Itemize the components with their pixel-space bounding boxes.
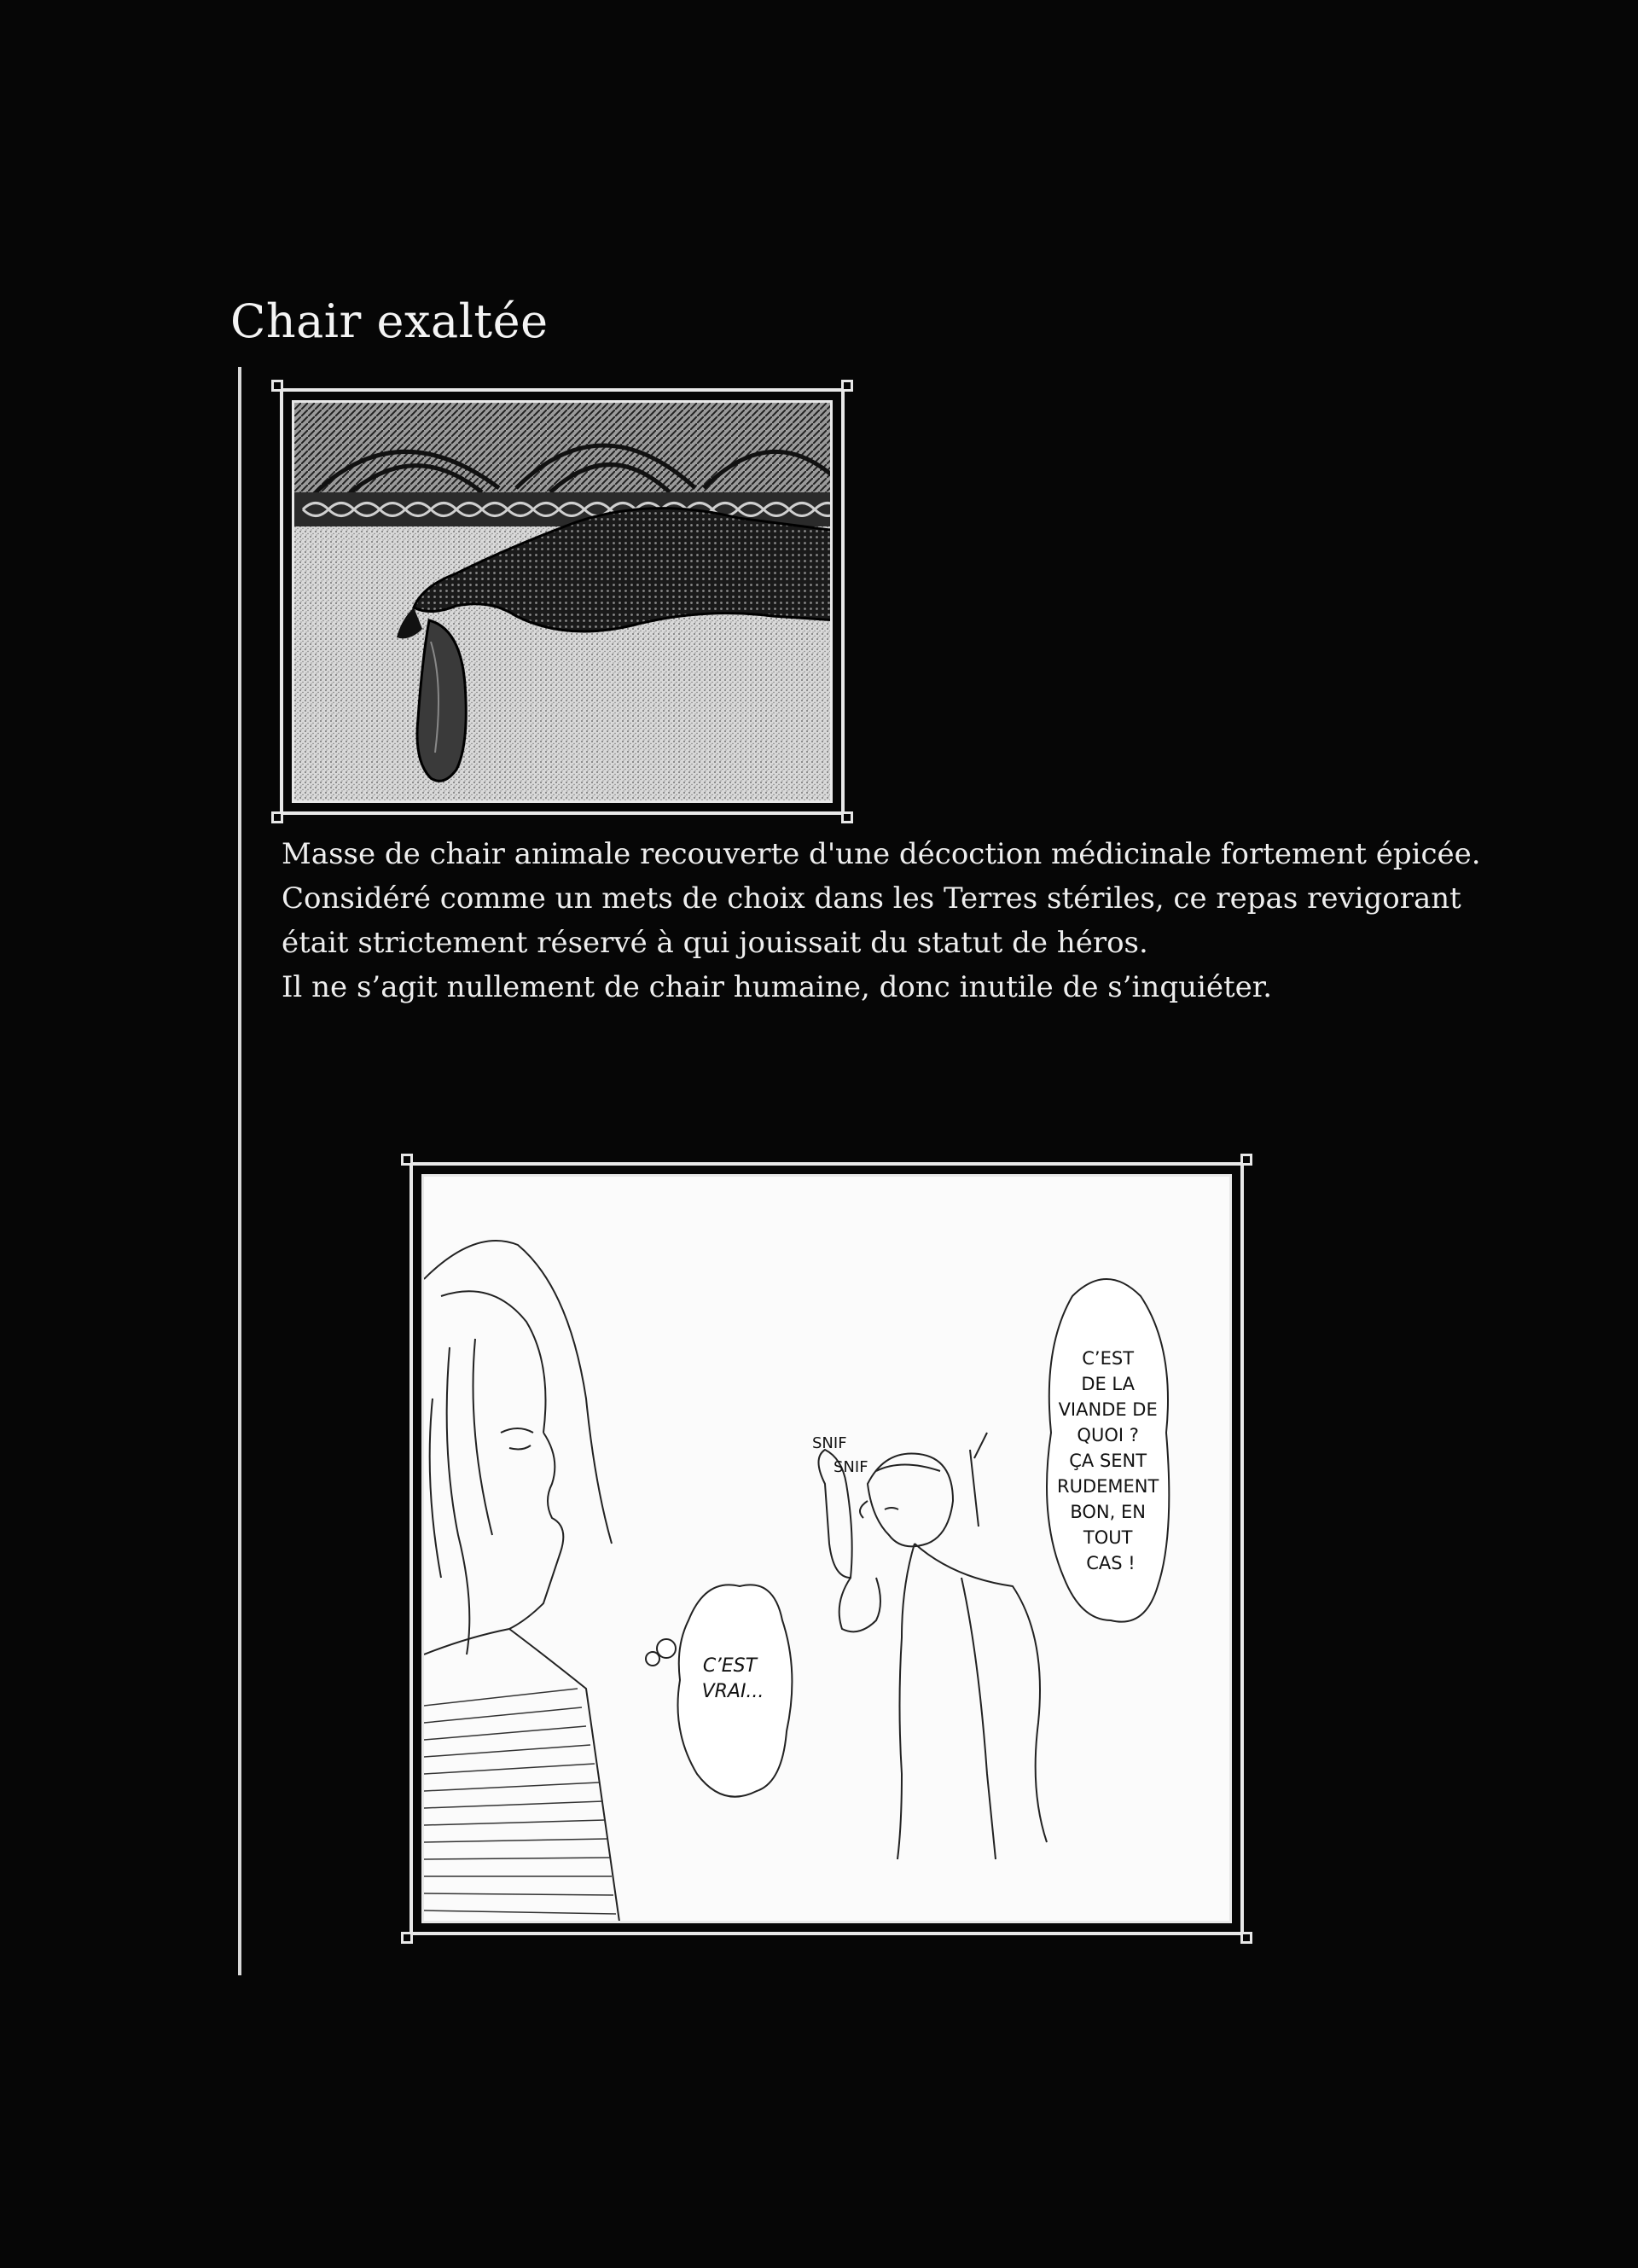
- frame-corner-ornament: [401, 1932, 413, 1944]
- item-illustration-frame: [280, 388, 845, 815]
- frame-corner-ornament: [841, 380, 853, 392]
- description-line: Masse de chair animale recouverte d'une décoction médicinale fortement épicée.: [282, 837, 1481, 871]
- speech-bubble-text: C’EST DE LA VIANDE DE QUOI ? ÇA SENT RUDEMENT BON, EN TOUT CAS !: [1056, 1348, 1159, 1573]
- description-line: était strictement réservé à qui jouissait du statut de héros.: [282, 926, 1148, 960]
- thought-bubble-text: C’EST VRAI...: [701, 1655, 764, 1702]
- comic-panel: [421, 1174, 1232, 1923]
- sniffing-character: [819, 1433, 1048, 1859]
- comic-panel-frame: [410, 1162, 1244, 1935]
- vertical-divider: [238, 367, 241, 1975]
- page-title: Chair exaltée: [230, 294, 549, 348]
- frame-corner-ornament: [271, 380, 283, 392]
- frame-corner-ornament: [401, 1154, 413, 1166]
- item-description: [282, 832, 1510, 1009]
- frame-corner-ornament: [271, 811, 283, 823]
- frame-corner-ornament: [1240, 1154, 1252, 1166]
- sound-effect-text: SNIF SNIF: [812, 1434, 868, 1476]
- frame-corner-ornament: [1240, 1932, 1252, 1944]
- description-line: Considéré comme un mets de choix dans les Terres stériles, ce repas revigorant: [282, 881, 1461, 916]
- item-illustration: [292, 400, 833, 803]
- description-line: Il ne s’agit nullement de chair humaine, donc inutile de s’inquiéter.: [282, 970, 1273, 1004]
- frame-corner-ornament: [841, 811, 853, 823]
